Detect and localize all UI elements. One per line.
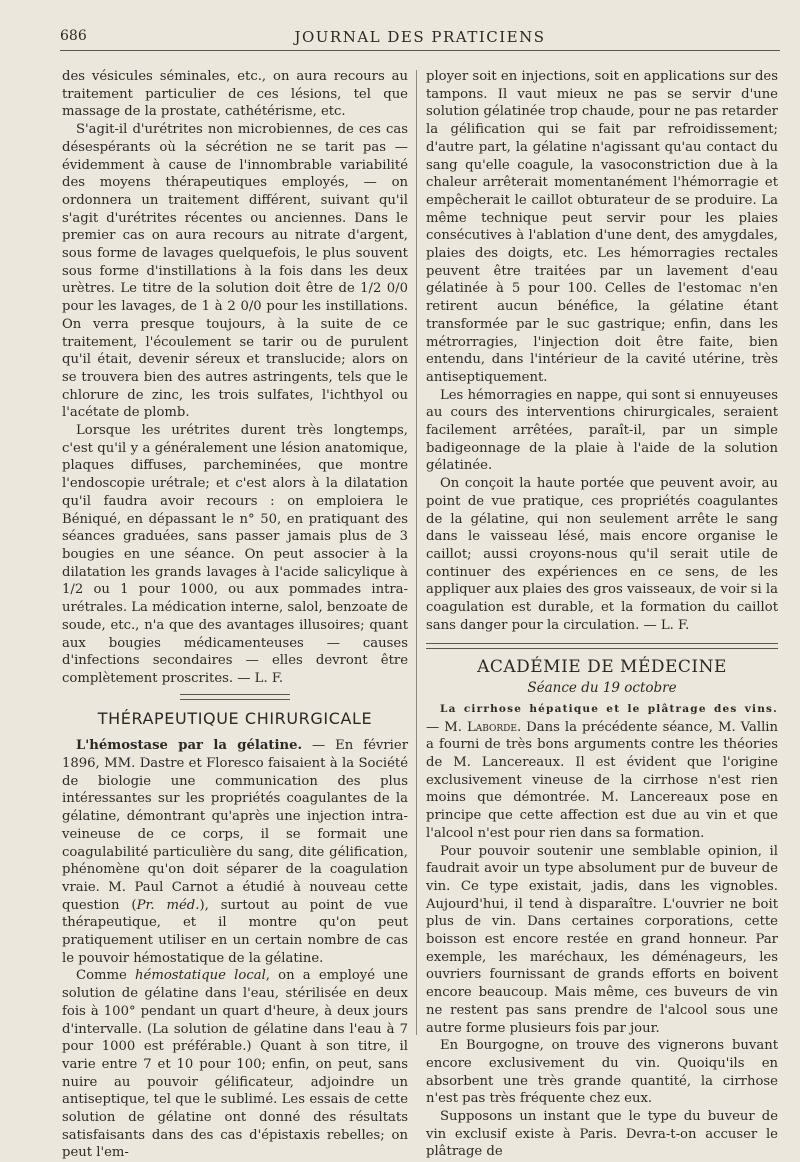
paragraph: Les hémorragies en nappe, qui sont si ennuyeuses au cours des interventions chirurgicales, seraient facilement arrêtées, paraît-il, par un simple badigeonnage de la plaie à l'aide de la solution gélatinée. xyxy=(426,387,778,474)
paragraph xyxy=(426,700,778,843)
journal-title: JOURNAL DES PRATICIENS xyxy=(294,28,546,46)
speaker-name: Laborde xyxy=(466,719,517,735)
paragraph: des vésicules séminales, etc., on aura recours au traitement particulier de ces lésions, tel que massage de la prostate, cathétérisme, etc. xyxy=(62,69,408,120)
page-number: 686 xyxy=(60,28,87,44)
paragraph: ployer soit en injections, soit en applications sur des tampons. Il vaut mieux ne pas se servir d'une solution gélatinée trop chaude, pour ne pas retarder la gélification qui se fait par refroidissement; d'autre part, la gélatine n'agissant qu'au contact du sang qu'elle coagule, la vasoconstriction due à la chaleur arrêterait momentanément l'hémorragie et empêcherait le caillot obturateur de se produire. La même technique peut servir pour les plaies consécutives à l'ablation d'une dent, des amygdales, plaies des doigts, etc. Les hémorragies rectales peuvent être traitées par un lavement d'eau gélatinée à 5 pour 100. Celles de l'estomac n'en retirent aucun bénéfice, la gélatine étant transformée par le suc gastrique; enfin, dans les métrorragies, l'injection doit être faite, bien entendu, dans l'intérieur de la cavité utérine, très antiseptiquement. xyxy=(426,69,778,385)
section-heading: ACADÉMIE DE MÉDECINE xyxy=(477,656,727,677)
text-run: Comme xyxy=(76,968,136,984)
text-run: ), surtout au point de vue thérapeutique, et il montre qu'on peut pratiquement utiliser en un certain nombre de cas le pouvoir hémostatique de la gélatine. xyxy=(62,897,409,966)
article-title: La cirrhose hépatique et le plâtrage des vins. xyxy=(440,702,778,715)
right-column xyxy=(426,68,778,1160)
section-separator xyxy=(180,694,290,700)
paragraph: Supposons un instant que le type du buveur de vin exclusif existe à Paris. Devra-t-on accuser le plâtrage de xyxy=(426,1109,778,1160)
section-heading: THÉRAPEUTIQUE CHIRURGICALE xyxy=(97,708,373,728)
page-header xyxy=(60,24,780,51)
paragraph: Pour pouvoir soutenir une semblable opinion, il faudrait avoir un type absolument pur de buveur de vin. Ce type existait, jadis, dans les vignobles. Aujourd'hui, il tend à disparaître. L'ouvrier ne boit plus de vin. Dans certaines corporations, cette boisson est encore restée en grand honneur. Par exemple, les maréchaux, les déménageurs, les ouvriers fournissant de grands efforts en boivent encore beaucoup. Mais même, ces buveurs de vin ne restent pas sans prendre de l'alcool sous une autre forme plusieurs fois par jour. xyxy=(426,843,778,1036)
session-date: Séance du 19 octobre xyxy=(527,680,677,697)
paragraph xyxy=(62,737,408,967)
article-title: L'hémostase par la gélatine. xyxy=(76,738,303,754)
citation: Pr. méd. xyxy=(136,897,200,913)
text-run: — M. xyxy=(426,719,467,735)
text-run: . Dans la précédente séance, M. Vallin a fourni de très bons arguments contre les théories de M. Lancereaux. Il est évident que l'origine exclusivement vineuse de la cirrhose n'est rien moins que démontrée. M. Lancereaux pose en principe que cette affection est due au vin et que l'alcool n'est pour rien dans sa formation. xyxy=(426,719,778,841)
emphasis: hémostatique local xyxy=(135,968,266,984)
paragraph: On conçoit la haute portée que peuvent avoir, au point de vue pratique, ces propriétés coagulantes de la gélatine, qui non seulement arrête le sang dans le vaisseau lésé, mais encore organise le caillot; aussi croyons-nous qu'il serait utile de continuer des expériences en ce sens, de les appliquer aux plaies des gros vaisseaux, de voir si la coagulation est durable, et la formation du caillot sans danger pour la circulation. — L. F. xyxy=(426,476,778,633)
text-run: — En février 1896, MM. Dastre et Floresco faisaient à la Société de biologie une communication des plus intéressantes sur les propriétés coagulantes de la gélatine, démontrant qu'après une injection intra-veineuse de ce corps, il se formait une coagulabilité particulière du sang, dite gélification, phénomène qu'on doit séparer de la coagulation vraie. M. Paul Carnot a étudié à nouveau cette question ( xyxy=(62,738,409,913)
text-run: , on a employé une solution de gélatine dans l'eau, stérilisée en deux fois à 100° pendant un quart d'heure, à deux jours d'intervalle. (La solution de gélatine dans l'eau à 7 pour 1000 est préférable.) Quant à son titre, il varie entre 7 et 10 pour 100; enfin, on peut, sans nuire au pouvoir gélificateur, adjoindre un antiseptique, tel que le sublimé. Les essais de cette solution de gélatine ont donné des résultats satisfaisants dans des cas d'épistaxis rebelles; on peut l'em- xyxy=(62,968,408,1161)
paragraph: En Bourgogne, on trouve des vignerons buvant encore exclusivement du vin. Quoiqu'ils en absorbent une très grande quantité, la cirrhose n'est pas très fréquente chez eux. xyxy=(426,1038,778,1107)
paragraph: S'agit-il d'urétrites non microbiennes, de ces cas désespérants où la sécrétion ne se tarit pas — évidemment à cause de l'innombrable variabilité des moyens thérapeutiques employés, — on ordonnera un traitement différent, suivant qu'il s'agit d'urétrites récentes ou anciennes. Dans le premier cas on aura recours au nitrate d'argent, sous forme de lavages quelquefois, le plus souvent sous forme d'instillations à la fois dans les deux urètres. Le titre de la solution doit être de 1/2 0/0 pour les lavages, de 1 à 2 0/0 pour les instillations. On verra presque toujours, à la suite de ce traitement, l'écoulement se tarir ou de purulent qu'il était, devenir séreux et translucide; alors on se trouvera bien des autres astringents, tels que le chlorure de zinc, les trois sulfates, l'ichthyol ou l'acétate de plomb. xyxy=(62,122,408,421)
left-column xyxy=(62,68,409,1161)
section-separator xyxy=(426,643,778,649)
column-divider xyxy=(416,70,417,1035)
paragraph xyxy=(62,967,408,1162)
paragraph: Lorsque les urétrites durent très longtemps, c'est qu'il y a généralement une lésion anatomique, plaques diffuses, parcheminées, que montre l'endoscopie urétrale; et c'est alors à la dilatation qu'il faudra avoir recours : on emploiera le Béniqué, en dépassant le n° 50, en pratiquant des séances graduées, sans passer jamais plus de 3 bougies en une séance. On peut associer à la dilatation les grands lavages à l'acide salicylique à 1/2 ou 1 pour 1000, ou aux pommades intra-urétrales. La médication interne, salol, benzoate de soude, etc., n'a que des avantages illusoires; quant aux bougies médicamenteuses — causes d'infections secondaires — elles devront être complètement proscrites. — L. F. xyxy=(62,423,408,686)
